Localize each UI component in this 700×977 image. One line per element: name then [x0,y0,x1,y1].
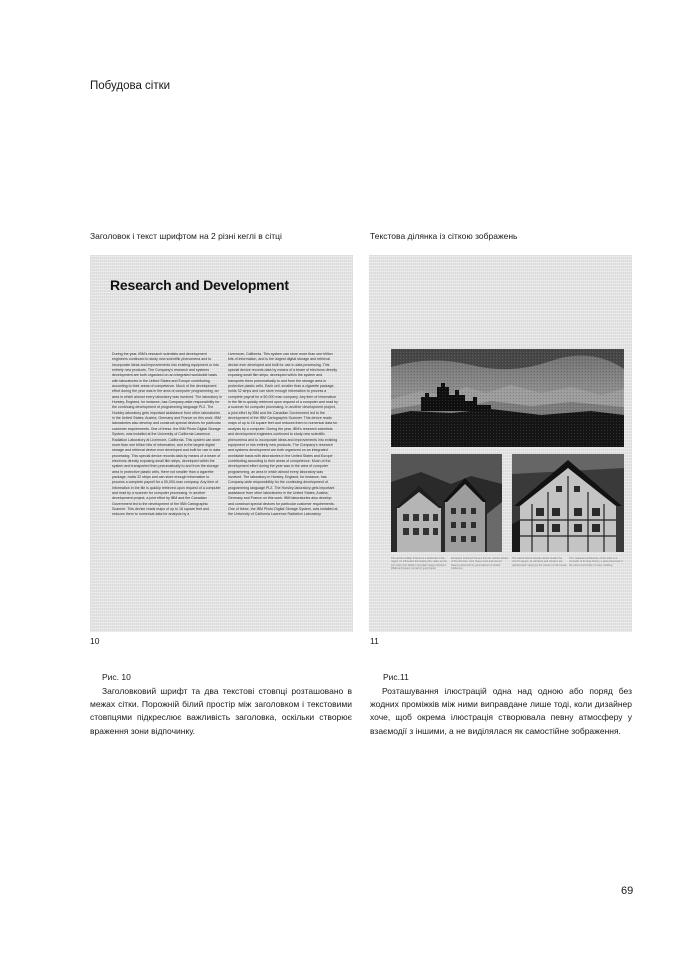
figure-11-number: 11 [370,636,379,646]
half-timbered-house-photo [512,454,624,552]
research-heading: Research and Development [110,277,289,293]
figure-11-panel [369,255,632,632]
figure-11-label: Рис.11 [383,672,409,682]
figure-10-panel [90,255,353,632]
castle-landscape-photo [391,349,624,447]
figure-10-number: 10 [90,636,100,646]
image-caption-1: The ancient hilltop fortress is a landmark of the region, its silhouette dominating the valley as the sun rises over distant mountain ranges behind it. Walls and towers remain in good repair. [391,557,447,571]
image-caption-3: The half-timbered facade stands beside the church square; its windows and shutters are painted each spring by the owners of the house. [512,557,568,567]
text-column-1: During the year, IBM's research scientists and development engineers continued to study new scientific phenomena and to incorporate ideas and improvements into existing equipment or into entirely new products. The Company's research and systems development are both organized on an integrated worldwide basis with laboratories in the United States and Europe contributing according to their areas of competence. Much of the development effort during the year was in the area of computer programming, an area in which almost every laboratory was involved. The laboratory in Hursley, England, for instance, has Company-wide responsibility for the continuing development of programming language PL/I. The Hursley laboratory gets important assistance from other laboratories in the United States, Austria, Germany and France on this work. IBM laboratories also develop and construct special devices for particular customer requirements. One of these, the IBM Photo Digital Storage System, was installed at the University of California Lawrence Radiation Laboratory at Livermore, California. This system can store more than one trillion bits of information, and is the largest digital storage and retrieval device ever developed and built for use in data processing. This special device records data by means of a beam of electrons directly exposing small film strips, developed within the system and transported then pneumatically to and from the storage area in protective plastic cells, there not smaller than a cigarette package, holds 32 strips and can store enough information to process a complete payroll for a 50,000-man company. Any item of information in the file is quickly retrieved upon request of a computer and read by a scanner for computer processing. In another development project, a joint effort by IBM and the Canadian Government led to the development of the IBM Cartographic Scanner. This device reads maps of up to 16 square feet and reduces them to numerical data for analysis by a [112,352,222,517]
text-column-2: Livermore, California. This system can store more than one trillion bits of information, and is the largest digital storage and retrieval device ever developed and built for use in data processing. This special device records data by means of a beam of electrons directly exposing small film strips, developed within the system and transports them pneumatically to and from the storage area in protective plastic cells. Each cell, smaller than a cigarette package, holds 32 strips and can store enough information to process a complete payroll for a 50,000 man company. Any item of information in the file is quickly retrieved upon request of a computer and read by a scanner for computer processing. In another development project, a joint effort by IBM and the Canadian Government led to the development of the IBM Cartographic Scanner. This device reads maps of up to 16 square feet and reduces them to numerical data for analysis by a computer. During the year, IBM's research scientists and development engineers continued to study new scientific phenomena and to incorporate ideas and improvements into existing equipment or into entirely new products. The Company's research and systems development are both organized on an integrated worldwide basis with laboratories in the United States and Europe contributing according to their areas of competence. Much of the development effort during the year was in the area of computer programming, an area in which almost every laboratory was involved. The laboratory in Hursley, England, for instance, has Company-wide responsibility for the continuing development of programming language PL/I. The Hursley laboratory gets important assistance from other laboratories in the United States, Austria, Germany and France on this work. IBM laboratories also develop and construct special devices for particular customer requirements. One of these, the IBM Photo Digital Storage System, was installed at the University of California Lawrence Radiation Laboratory [228,352,338,517]
figure-10-label: Рис. 10 [102,672,131,682]
figure-10-caption: Заголовок і текст шрифтом на 2 різні кеглі в сітці [90,231,282,241]
image-caption-2: European timbered houses line the narrow streets of the old town, their steep roofs and carved beams preserved by generations of careful craftsmen. [451,557,509,571]
figure-11-caption: Текстова ділянка із сіткою зображень [370,231,518,241]
figure-10-description: Заголовковий шрифт та два текстові стовпці розташовано в межах сітки. Порожній білий простір між заголовком і текстовими стовпцями підкреслює важливість заголовка, оскільки створює враження зони відпочинку. [90,686,352,736]
page-number: 69 [621,885,634,897]
figure-11-description: Розташування ілюстрацій одна над одною або поряд без жодних проміжків між ними виправдане лише тоді, коли дизайнер хоче, щоб окрема ілюстрація створювала певну атмосферу у взаємодії з іншими, а не виділялася як самостійне зображення. [370,686,632,736]
section-title: Побудова сітки [90,80,171,92]
image-caption-4: The medieval architecture of the town is a reminder of its long history, a past preserved in the stone and timber of every building. [569,557,623,567]
timbered-houses-photo [391,454,502,552]
